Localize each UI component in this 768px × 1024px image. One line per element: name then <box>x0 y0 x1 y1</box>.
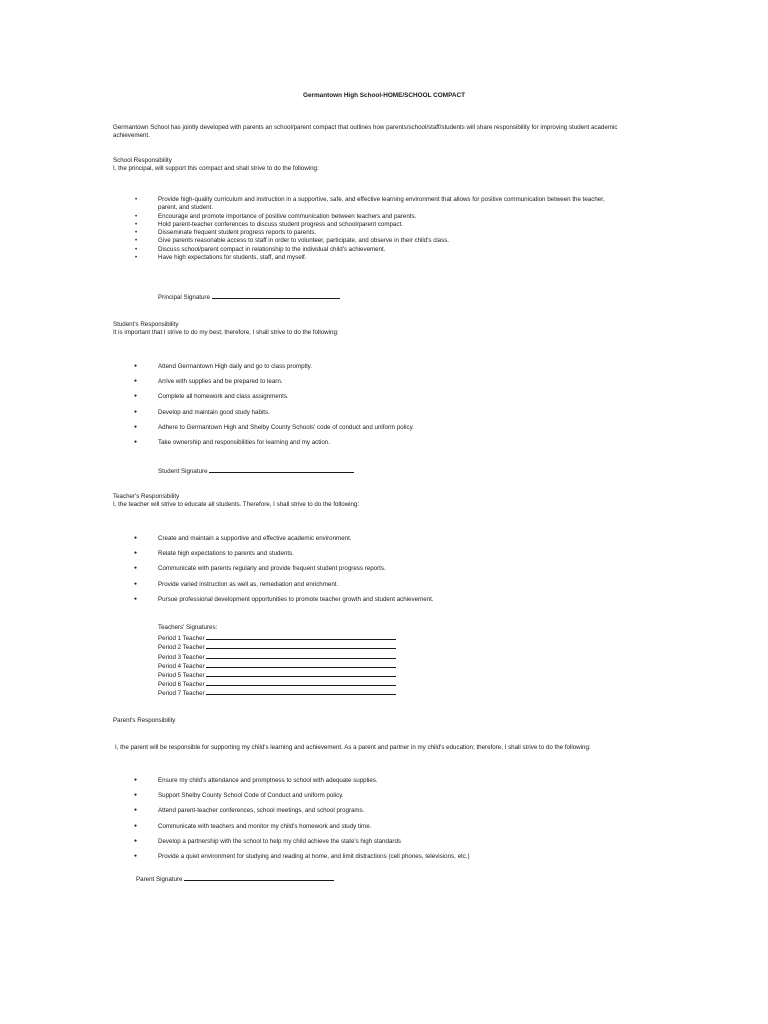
period-label: Period 4 Teacher <box>158 662 205 670</box>
list-item: • Have high expectations for students, staff, and myself. <box>113 254 613 262</box>
student-items <box>113 363 658 454</box>
list-item: • Encourage and promote importance of positive communication between teachers and parents. <box>113 213 613 221</box>
list-item: ● Attend Germantown High daily and go to class promptly. <box>113 363 658 378</box>
period-signature-row <box>158 633 396 642</box>
parent-statement-wrap <box>115 744 675 752</box>
document-title: Germantown High School-HOME/SCHOOL COMPACT <box>302 92 465 99</box>
list-item: ● Provide a quiet environment for studying and reading at home, and limit distractions (cell phones, televisions, etc.) <box>113 853 658 868</box>
student-list-wrap <box>113 363 658 454</box>
parent-list-wrap <box>113 777 658 868</box>
parent-items <box>113 777 658 868</box>
teacher-signatures-heading: Teachers' Signatures: <box>158 624 218 631</box>
list-item: ● Develop and maintain good study habits. <box>113 409 658 424</box>
period-label: Period 2 Teacher <box>158 644 205 652</box>
list-item: ● Support Shelby County School Code of Conduct and uniform policy. <box>113 792 658 807</box>
period-signature-row <box>158 652 396 661</box>
list-item: • Hold parent-teacher conferences to discuss student progress and school/parent compact. <box>113 221 613 229</box>
period-signature-row <box>158 642 396 651</box>
list-item: ● Communicate with teachers and monitor my child's homework and study time. <box>113 823 658 838</box>
list-item: ● Develop a partnership with the school to help my child achieve the state's high standards <box>113 838 658 853</box>
period-label: Period 3 Teacher <box>158 653 205 661</box>
parent-heading: Parent's Responsibility <box>113 717 176 724</box>
period-signature-line[interactable] <box>206 652 396 659</box>
period-signature-row <box>158 679 396 688</box>
parent-statement: I, the parent will be responsible for supporting my child's learning and achievement. As a parent and partner in my child's education; therefore, I shall strive to do the following: <box>115 744 591 751</box>
school-heading: School Responsibility <box>113 157 172 164</box>
period-label: Period 1 Teacher <box>158 635 205 643</box>
list-item: ● Adhere to Germantown High and Shelby County Schools' code of conduct and uniform policy. <box>113 424 658 439</box>
list-item: • Provide high-quality curriculum and instruction in a supportive, safe, and effective learning environment that allows for positive communication between the teacher, parent, and student. <box>113 196 613 213</box>
principal-signature-label: Principal Signature <box>158 294 210 301</box>
list-item: ● Take ownership and responsibilities for learning and my action. <box>113 439 658 454</box>
principal-signature-line[interactable] <box>212 292 340 299</box>
teacher-section <box>113 493 658 510</box>
teacher-signatures <box>158 624 396 698</box>
period-signature-row <box>158 670 396 679</box>
period-signature-line[interactable] <box>206 679 396 686</box>
period-signature-line[interactable] <box>206 633 396 640</box>
list-item: ● Complete all homework and class assignments. <box>113 393 658 408</box>
list-item: ● Relate high expectations to parents and students. <box>113 550 658 565</box>
list-item: ● Provide varied instruction as well as, remediation and enrichment. <box>113 581 658 596</box>
period-signature-row <box>158 661 396 670</box>
parent-signature <box>136 874 436 884</box>
teacher-items <box>113 535 658 611</box>
teacher-heading: Teacher's Responsibility <box>113 493 180 500</box>
student-signature-line[interactable] <box>209 466 354 473</box>
teacher-statement: I, the teacher will strive to educate all students. Therefore, I shall strive to do the following: <box>113 501 360 509</box>
period-label: Period 6 Teacher <box>158 681 205 689</box>
list-item: ● Create and maintain a supportive and effective academic environment. <box>113 535 658 550</box>
period-signature-line[interactable] <box>206 642 396 649</box>
school-section <box>113 157 658 174</box>
period-signature-row <box>158 688 396 697</box>
period-signature-line[interactable] <box>206 688 396 695</box>
school-statement: I, the principal, will support this compact and shall strive to do the following: <box>113 165 319 173</box>
principal-signature <box>158 292 458 302</box>
period-label: Period 7 Teacher <box>158 690 205 698</box>
parent-signature-line[interactable] <box>184 874 334 881</box>
list-item: • Discuss school/parent compact in relationship to the individual child's achievement. <box>113 246 613 254</box>
student-statement: It is important that I strive to do my best; therefore, I shall strive to do the following: <box>113 329 339 337</box>
parent-signature-label: Parent Signature <box>136 876 183 883</box>
list-item: ● Arrive with supplies and be prepared to learn. <box>113 378 658 393</box>
list-item: • Disseminate frequent student progress reports to parents. <box>113 229 613 237</box>
student-signature <box>158 466 458 476</box>
list-item: • Give parents reasonable access to staff in order to volunteer, participate, and observe in their child's class. <box>113 237 613 245</box>
school-items <box>113 196 613 262</box>
period-signature-line[interactable] <box>206 661 396 668</box>
student-heading: Student's Responsibility <box>113 321 179 328</box>
teacher-list-wrap <box>113 535 658 611</box>
period-signature-line[interactable] <box>206 670 396 677</box>
list-item: ● Ensure my child's attendance and promptness to school with adequate supplies. <box>113 777 658 792</box>
student-signature-label: Student Signature <box>158 468 208 475</box>
intro-paragraph: Germantown School has jointly developed with parents an school/parent compact that outlines how parents/school/staff/students will share responsibility for improving student academic achievement. <box>113 124 618 140</box>
school-list-wrap <box>113 196 613 262</box>
period-label: Period 5 Teacher <box>158 671 205 679</box>
list-item: ● Pursue professional development opportunities to promote teacher growth and student achievement. <box>113 596 658 611</box>
parent-heading-wrap <box>113 717 658 725</box>
list-item: ● Attend parent-teacher conferences, school meetings, and school programs. <box>113 807 658 822</box>
list-item: ● Communicate with parents regularly and provide frequent student progress reports. <box>113 565 658 580</box>
student-section <box>113 321 658 338</box>
